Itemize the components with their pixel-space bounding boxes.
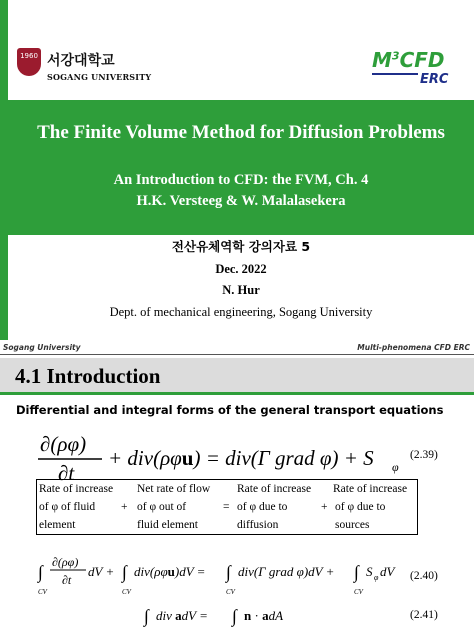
term1-line3: element bbox=[39, 519, 76, 531]
presentation-date: Dec. 2022 bbox=[215, 262, 267, 276]
term1-line1: Rate of increase bbox=[39, 483, 114, 495]
header-university: Sogang University bbox=[3, 343, 81, 352]
svg-text:CV: CV bbox=[38, 588, 47, 596]
term2-line1: Net rate of flow bbox=[137, 483, 211, 495]
operator-equals: = bbox=[223, 501, 230, 513]
term2-line3: fluid element bbox=[137, 519, 198, 531]
university-name-kr: 서강대학교 bbox=[47, 53, 115, 69]
section-underline bbox=[0, 392, 474, 395]
operator-plus-1: + bbox=[121, 501, 128, 513]
term3-line3: diffusion bbox=[237, 519, 279, 531]
title-band bbox=[8, 100, 474, 235]
lab-logo-erc: ERC bbox=[420, 72, 449, 87]
subtitle-authors: H.K. Versteeg & W. Malalasekera bbox=[136, 193, 346, 209]
svg-text:φ: φ bbox=[392, 460, 399, 474]
equation-2-41 bbox=[140, 600, 360, 630]
university-seal-icon: 1960 bbox=[17, 48, 41, 76]
presentation-title: The Finite Volume Method for Diffusion Problems bbox=[37, 122, 445, 143]
svg-text:∂(ρφ): ∂(ρφ) bbox=[52, 555, 79, 569]
svg-text:div(ρφu)dV =: div(ρφu)dV = bbox=[134, 564, 206, 579]
operator-plus-2: + bbox=[321, 501, 328, 513]
svg-text:∫: ∫ bbox=[232, 606, 237, 626]
svg-text:dV: dV bbox=[380, 564, 395, 579]
university-name-en: SOGANG UNIVERSITY bbox=[47, 72, 152, 82]
svg-text:∫: ∫ bbox=[38, 562, 43, 582]
svg-text:CV: CV bbox=[226, 588, 235, 596]
svg-text:∂(ρφ): ∂(ρφ) bbox=[40, 432, 87, 456]
svg-text:CV: CV bbox=[122, 588, 131, 596]
term3-line2: of φ due to bbox=[237, 501, 288, 513]
lab-logo: $M^3CFD$ bbox=[372, 48, 445, 72]
equation-2-39 bbox=[30, 425, 410, 485]
svg-text:φ: φ bbox=[374, 573, 379, 582]
term4-line1: Rate of increase bbox=[333, 483, 408, 495]
svg-text:∫: ∫ bbox=[226, 562, 231, 582]
svg-text:+ div(ρφu) = div(Γ grad φ) + S: + div(ρφu) = div(Γ grad φ) + S bbox=[108, 446, 374, 470]
svg-text:dV +: dV + bbox=[88, 564, 115, 579]
svg-text:∫: ∫ bbox=[144, 606, 149, 626]
svg-text:div(Γ grad φ)dV +: div(Γ grad φ)dV + bbox=[238, 564, 335, 579]
svg-text:∫: ∫ bbox=[122, 562, 127, 582]
term3-line1: Rate of increase bbox=[237, 483, 312, 495]
equation-number-2-40: (2.40) bbox=[410, 570, 438, 582]
lab-logo-rule bbox=[372, 73, 418, 75]
equation-2-40 bbox=[30, 548, 410, 598]
department: Dept. of mechanical engineering, Sogang University bbox=[109, 305, 373, 319]
slide-heading: Differential and integral forms of the general transport equations bbox=[16, 403, 444, 417]
svg-text:S: S bbox=[366, 564, 373, 579]
term1-line2: of φ of fluid bbox=[39, 501, 96, 513]
term4-line3: sources bbox=[335, 519, 370, 531]
header-lab: Multi-phenomena CFD ERC bbox=[357, 343, 470, 352]
equation-number-2-39: (2.39) bbox=[410, 449, 438, 461]
svg-text:∂t: ∂t bbox=[58, 461, 75, 485]
equation-number-2-41: (2.41) bbox=[410, 609, 438, 621]
course-title-kr: 전산유체역학 강의자료 5 bbox=[171, 239, 311, 254]
subtitle-book: An Introduction to CFD: the FVM, Ch. 4 bbox=[113, 172, 369, 188]
svg-text:div adV =: div adV = bbox=[156, 608, 208, 623]
section-title: 4.1 Introduction bbox=[15, 364, 161, 388]
svg-text:∫: ∫ bbox=[354, 562, 359, 582]
term4-line2: of φ due to bbox=[335, 501, 386, 513]
svg-text:n · adA: n · adA bbox=[244, 608, 284, 623]
presenter-name: N. Hur bbox=[222, 283, 260, 297]
svg-text:∂t: ∂t bbox=[62, 573, 72, 587]
term-explanation-box bbox=[36, 479, 418, 535]
term2-line2: of φ out of bbox=[137, 501, 187, 513]
left-accent-bar bbox=[0, 0, 8, 340]
header-rule bbox=[0, 354, 474, 355]
svg-text:CV: CV bbox=[354, 588, 363, 596]
